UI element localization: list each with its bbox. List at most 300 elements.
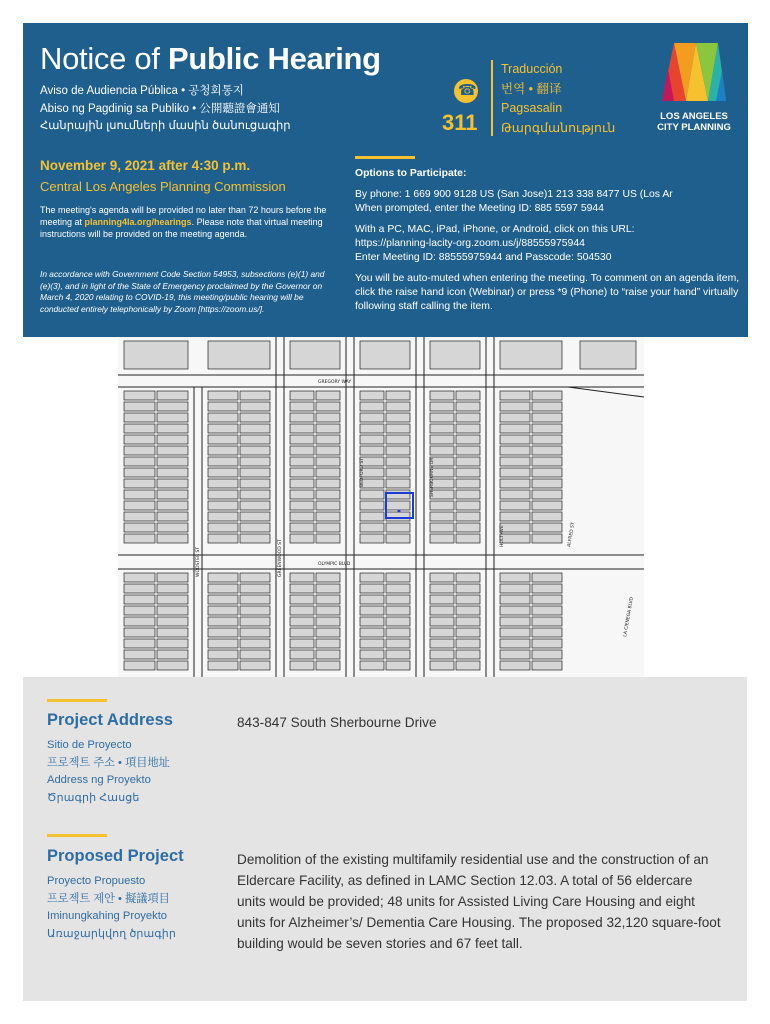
translation-line: Pagsasalin <box>501 101 563 115</box>
map-parcel <box>500 341 562 369</box>
map-parcel <box>316 523 340 532</box>
map-parcel <box>456 639 480 648</box>
map-parcel <box>456 595 480 604</box>
map-parcel <box>208 617 238 626</box>
map-parcel <box>124 523 155 532</box>
map-parcel <box>500 446 530 455</box>
map-parcel <box>532 457 562 466</box>
map-parcel <box>430 595 454 604</box>
map-parcel <box>240 391 270 400</box>
map-parcel <box>500 402 530 411</box>
map-parcel <box>500 617 530 626</box>
map-parcel <box>290 650 314 659</box>
map-parcel <box>456 435 480 444</box>
map-parcel <box>240 402 270 411</box>
map-parcel <box>386 573 410 582</box>
map-parcel <box>456 512 480 521</box>
options-heading: Options to Participate: <box>355 168 467 179</box>
notice-header <box>23 23 748 337</box>
translation-services <box>501 60 615 138</box>
map-parcel <box>208 446 238 455</box>
map-parcel <box>360 413 384 422</box>
map-parcel <box>157 446 188 455</box>
map-parcel <box>532 617 562 626</box>
map-parcel <box>430 628 454 637</box>
map-parcel <box>430 523 454 532</box>
map-parcel <box>386 617 410 626</box>
subtitle-line: Aviso de Audiencia Pública • 공청회통지 <box>40 85 244 97</box>
map-parcel <box>208 639 238 648</box>
map-parcel <box>430 391 454 400</box>
map-parcel <box>386 402 410 411</box>
map-parcel <box>532 523 562 532</box>
map-parcel <box>240 584 270 593</box>
map-parcel <box>124 446 155 455</box>
map-parcel <box>532 534 562 543</box>
map-parcel <box>157 479 188 488</box>
map-parcel <box>532 413 562 422</box>
map-parcel <box>157 650 188 659</box>
map-parcel <box>532 512 562 521</box>
map-parcel <box>360 617 384 626</box>
map-parcel <box>430 639 454 648</box>
map-parcel <box>240 457 270 466</box>
map-parcel <box>316 534 340 543</box>
map-parcel <box>316 512 340 521</box>
map-parcel <box>360 639 384 648</box>
divider <box>491 60 493 136</box>
map-parcel <box>360 402 384 411</box>
map-parcel <box>500 468 530 477</box>
map-parcel <box>360 490 384 499</box>
map-parcel <box>290 606 314 615</box>
map-parcel <box>290 584 314 593</box>
map-parcel <box>360 628 384 637</box>
map-parcel <box>532 628 562 637</box>
map-parcel <box>157 617 188 626</box>
map-parcel <box>124 413 155 422</box>
map-parcel <box>290 595 314 604</box>
pc-option: With a PC, MAC, iPad, iPhone, or Android, click on this URL: https://planning-lacity-org.zoom.us/j/88555975944 Enter Meeting ID: 88555975944 and Passcode: 504530 <box>355 224 635 263</box>
map-parcel <box>430 606 454 615</box>
agenda-link[interactable]: planning4la.org/hearings <box>84 217 192 227</box>
map-parcel <box>316 479 340 488</box>
map-parcel <box>208 523 238 532</box>
map-parcel <box>124 490 155 499</box>
map-parcel <box>208 457 238 466</box>
proposed-project-translations: Proyecto Propuesto 프로젝트 제안 • 擬議項目 Iminungkahing Proyekto Առաջարկվող ծրագիր <box>47 875 176 940</box>
map-parcel <box>316 446 340 455</box>
map-parcel <box>316 457 340 466</box>
map-parcel <box>532 573 562 582</box>
map-parcel <box>532 650 562 659</box>
map-parcel <box>500 490 530 499</box>
map-parcel <box>430 446 454 455</box>
map-parcel <box>124 573 155 582</box>
map-parcel <box>240 479 270 488</box>
map-parcel <box>124 639 155 648</box>
translation-line: 번역 • 翻译 <box>501 81 562 96</box>
map-parcel <box>124 606 155 615</box>
map-parcel <box>290 424 314 433</box>
map-parcel <box>456 391 480 400</box>
map-parcel <box>157 534 188 543</box>
map-parcel <box>208 628 238 637</box>
map-parcel <box>124 341 188 369</box>
map-parcel <box>500 628 530 637</box>
map-parcel <box>456 501 480 510</box>
map-parcel <box>386 534 410 543</box>
translation-line: Թարգմանություն <box>501 120 616 135</box>
map-parcel <box>124 595 155 604</box>
map-parcel <box>360 341 410 369</box>
map-parcel <box>124 650 155 659</box>
map-parcel <box>208 650 238 659</box>
map-parcel <box>360 595 384 604</box>
title-light: Notice of <box>40 41 160 76</box>
map-parcel <box>124 479 155 488</box>
translation-line: Traducción <box>501 62 563 76</box>
map-street-label: HOLT AVE <box>500 525 505 547</box>
map-parcel <box>532 468 562 477</box>
map-parcel <box>290 391 314 400</box>
map-parcel <box>240 523 270 532</box>
map-parcel <box>386 435 410 444</box>
project-info <box>23 677 747 1001</box>
map-street-label: LA CIENEGA BLVD <box>623 596 635 638</box>
map-parcel <box>430 650 454 659</box>
map-parcel <box>157 661 188 670</box>
project-address-title: Project Address <box>47 711 173 729</box>
map-street-label: GREENWOOD ST <box>278 539 283 577</box>
map-parcel <box>240 435 270 444</box>
map-parcel <box>500 650 530 659</box>
map-parcel <box>240 628 270 637</box>
map-parcel <box>157 402 188 411</box>
map-parcel <box>500 661 530 670</box>
map-parcel <box>456 457 480 466</box>
map-parcel <box>240 595 270 604</box>
map-parcel <box>157 424 188 433</box>
map-parcel <box>316 391 340 400</box>
map-parcel <box>208 341 270 369</box>
map-parcel <box>386 424 410 433</box>
map-parcel <box>157 573 188 582</box>
map-parcel <box>290 639 314 648</box>
map-parcel <box>456 446 480 455</box>
map-parcel <box>316 628 340 637</box>
phone-number[interactable]: 311 <box>442 110 478 135</box>
map-parcel <box>208 479 238 488</box>
map-parcel <box>456 617 480 626</box>
map-parcel <box>360 584 384 593</box>
map-parcel <box>360 573 384 582</box>
muted-instructions: You will be auto-muted when entering the meeting. To comment on an agenda item, click the raise hand icon (Webinar) or press *9 (Phone) to “raise your hand” virtually following staff calling the item. <box>355 273 740 312</box>
map-parcel <box>360 424 384 433</box>
map-parcel <box>290 661 314 670</box>
map-parcel <box>208 402 238 411</box>
map-parcel <box>208 595 238 604</box>
map-parcel <box>240 468 270 477</box>
map-parcel <box>386 501 410 510</box>
map-parcel <box>386 512 410 521</box>
map-parcel <box>430 617 454 626</box>
map-parcel <box>430 424 454 433</box>
map-parcel <box>430 501 454 510</box>
map-parcel <box>316 584 340 593</box>
vicinity-map <box>118 337 644 677</box>
map-parcel <box>157 584 188 593</box>
map-parcel <box>500 457 530 466</box>
government-code-note: In accordance with Government Code Section 54953, subsections (e)(1) and (e)(3), and in light of the State of Emergency proclaimed by the Governor on March 4, 2020 relating to COVID-19, this meeting/public hearing will be conducted entirely telephonically by Zoom [https://zoom.us/]. <box>40 269 325 314</box>
map-parcel <box>386 446 410 455</box>
map-parcel <box>532 424 562 433</box>
map-parcel <box>157 490 188 499</box>
map-parcel <box>240 534 270 543</box>
map-parcel <box>124 402 155 411</box>
map-parcel <box>500 573 530 582</box>
map-parcel <box>360 391 384 400</box>
map-parcel <box>532 391 562 400</box>
map-parcel <box>290 501 314 510</box>
map-parcel <box>580 341 636 369</box>
map-parcel <box>456 661 480 670</box>
map-parcel <box>456 534 480 543</box>
phone-option: By phone: 1 669 900 9128 US (San Jose)1 213 338 8477 US (Los Ar When prompted, enter the Meeting ID: 885 5597 5944 <box>355 189 673 214</box>
project-address-value: 843-847 South Sherbourne Drive <box>237 715 437 730</box>
page-title <box>40 41 381 77</box>
map-drawing <box>118 337 644 677</box>
map-parcel <box>240 661 270 670</box>
map-parcel <box>290 457 314 466</box>
map-parcel <box>124 457 155 466</box>
map-parcel <box>500 606 530 615</box>
map-parcel <box>316 573 340 582</box>
map-parcel <box>360 523 384 532</box>
map-parcel <box>240 573 270 582</box>
title-translations <box>40 83 291 136</box>
map-parcel <box>386 661 410 670</box>
subtitle-line: Abiso ng Pagdinig sa Publiko • 公開聽證會通知 <box>40 102 280 115</box>
map-parcel <box>208 468 238 477</box>
map-parcel <box>290 413 314 422</box>
map-parcel <box>316 402 340 411</box>
map-parcel <box>240 650 270 659</box>
map-parcel <box>240 490 270 499</box>
map-parcel <box>386 457 410 466</box>
map-parcel <box>532 490 562 499</box>
map-parcel <box>500 501 530 510</box>
proposed-project-title: Proposed Project <box>47 847 184 865</box>
map-parcel <box>430 435 454 444</box>
map-parcel <box>456 402 480 411</box>
map-parcel <box>456 584 480 593</box>
map-parcel <box>124 628 155 637</box>
map-parcel <box>124 468 155 477</box>
logo-text: LOS ANGELES CITY PLANNING <box>657 111 731 133</box>
map-parcel <box>290 628 314 637</box>
map-parcel <box>316 661 340 670</box>
map-street-label: SHERBOURNE DR <box>430 457 435 497</box>
accent-bar <box>355 156 415 159</box>
map-parcel <box>360 446 384 455</box>
hearing-date: November 9, 2021 after 4:30 p.m. <box>40 158 251 173</box>
map-parcel <box>532 479 562 488</box>
map-parcel <box>157 457 188 466</box>
map-parcel <box>532 446 562 455</box>
map-parcel <box>124 435 155 444</box>
map-parcel <box>386 595 410 604</box>
map-parcel <box>456 468 480 477</box>
map-parcel <box>290 617 314 626</box>
map-parcel <box>316 650 340 659</box>
map-parcel <box>208 661 238 670</box>
map-parcel <box>360 435 384 444</box>
map-parcel <box>532 435 562 444</box>
map-parcel <box>124 391 155 400</box>
map-parcel <box>500 413 530 422</box>
map-parcel <box>240 446 270 455</box>
map-parcel <box>360 661 384 670</box>
map-parcel <box>456 424 480 433</box>
map-parcel <box>386 650 410 659</box>
map-parcel <box>208 490 238 499</box>
map-parcel <box>208 435 238 444</box>
map-parcel <box>386 639 410 648</box>
map-parcel <box>456 413 480 422</box>
map-street-label: WOOSTER ST <box>196 546 201 577</box>
map-parcel <box>316 606 340 615</box>
map-parcel <box>386 391 410 400</box>
map-parcel <box>360 501 384 510</box>
zoom-link[interactable]: https://planning-lacity-org.zoom.us/j/88555975944 <box>355 238 585 249</box>
map-parcel <box>240 606 270 615</box>
map-parcel <box>290 341 340 369</box>
map-parcel <box>124 512 155 521</box>
map-parcel <box>208 606 238 615</box>
map-parcel <box>290 523 314 532</box>
map-parcel <box>500 639 530 648</box>
map-parcel <box>240 413 270 422</box>
map-parcel <box>124 584 155 593</box>
map-parcel <box>532 661 562 670</box>
map-parcel <box>240 617 270 626</box>
map-street-label: OLYMPIC BLVD <box>318 562 351 567</box>
proposed-project-description: Demolition of the existing multifamily residential use and the construction of an Eldercare Facility, as defined in LAMC Section 12.03. A total of 56 eldercare units would be provided; 48 units for Assisted Living Care Housing and eight units for Alzheimer’s/ Dementia Care Housing. The proposed 32,120 square-foot building would be seven stories and 67 feet tall. <box>237 852 721 951</box>
map-parcel <box>500 424 530 433</box>
map-parcel <box>500 391 530 400</box>
map-parcel <box>208 534 238 543</box>
map-parcel <box>157 606 188 615</box>
map-parcel <box>290 468 314 477</box>
map-street-label: GREGORY WAY <box>318 380 352 385</box>
map-parcel <box>157 628 188 637</box>
map-parcel <box>157 468 188 477</box>
map-parcel <box>290 512 314 521</box>
subtitle-line: Հանրային լսումների մասին ծանուցագիր <box>40 120 291 132</box>
map-parcel <box>208 424 238 433</box>
map-parcel <box>386 479 410 488</box>
title-bold: Public Hearing <box>167 41 381 76</box>
map-parcel <box>240 424 270 433</box>
map-parcel <box>157 413 188 422</box>
map-parcel <box>430 341 480 369</box>
accent-bar <box>47 834 107 837</box>
map-parcel <box>316 490 340 499</box>
map-parcel <box>360 534 384 543</box>
map-parcel <box>430 573 454 582</box>
map-parcel <box>430 512 454 521</box>
map-parcel <box>157 523 188 532</box>
map-parcel <box>290 402 314 411</box>
map-parcel <box>124 424 155 433</box>
map-parcel <box>430 413 454 422</box>
map-parcel <box>157 501 188 510</box>
map-parcel <box>500 595 530 604</box>
project-address-translations: Sitio de Proyecto 프로젝트 주소 • 項目地址 Address ng Proyekto Ծրագրի Հասցե <box>47 739 170 804</box>
map-street-label: ALFRED ST <box>567 522 577 548</box>
map-parcel <box>157 435 188 444</box>
map-parcel <box>316 413 340 422</box>
map-street-label: BEDFORD ST <box>360 457 365 487</box>
map-parcel <box>157 639 188 648</box>
map-parcel <box>430 661 454 670</box>
map-parcel <box>290 534 314 543</box>
map-parcel <box>316 424 340 433</box>
map-parcel <box>500 435 530 444</box>
map-parcel <box>240 501 270 510</box>
map-parcel <box>360 512 384 521</box>
map-parcel <box>500 584 530 593</box>
map-parcel <box>316 617 340 626</box>
map-parcel <box>360 606 384 615</box>
map-parcel <box>240 512 270 521</box>
map-parcel <box>208 413 238 422</box>
map-parcel <box>124 617 155 626</box>
map-parcel <box>208 573 238 582</box>
map-parcel <box>386 606 410 615</box>
map-parcel <box>208 391 238 400</box>
map-parcel <box>157 512 188 521</box>
participation-options <box>355 167 747 321</box>
map-parcel <box>316 595 340 604</box>
map-parcel <box>532 501 562 510</box>
map-parcel <box>532 584 562 593</box>
accent-bar <box>47 699 107 702</box>
city-planning-logo-icon <box>660 41 728 153</box>
agenda-note: The meeting's agenda will be provided no later than 72 hours before the meeting at planning4la.org/hearings. Please note that virtual meeting instructions will be provided on the meeting agenda. <box>40 205 327 239</box>
map-parcel <box>208 512 238 521</box>
map-parcel <box>430 534 454 543</box>
map-parcel <box>386 468 410 477</box>
map-parcel <box>316 639 340 648</box>
map-parcel <box>456 523 480 532</box>
map-parcel <box>290 573 314 582</box>
map-parcel <box>532 606 562 615</box>
map-parcel <box>456 490 480 499</box>
map-parcel <box>157 391 188 400</box>
map-parcel <box>360 650 384 659</box>
commission-name: Central Los Angeles Planning Commission <box>40 179 286 194</box>
map-parcel <box>208 584 238 593</box>
map-parcel <box>124 501 155 510</box>
map-parcel <box>456 606 480 615</box>
map-parcel <box>124 661 155 670</box>
map-parcel <box>316 468 340 477</box>
map-parcel <box>124 534 155 543</box>
map-parcel <box>386 584 410 593</box>
map-parcel <box>456 573 480 582</box>
